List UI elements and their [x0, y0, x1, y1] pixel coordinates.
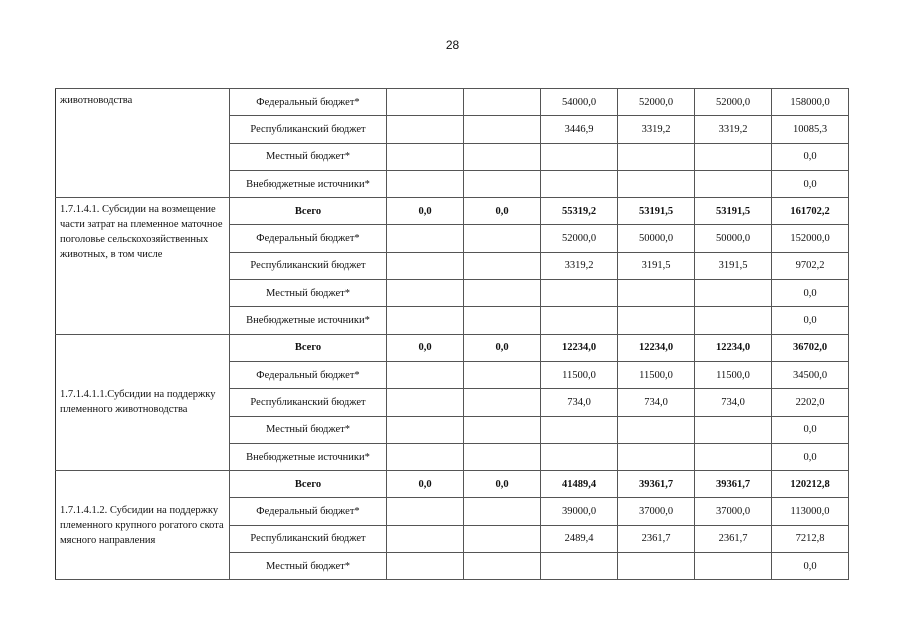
funding-source: Внебюджетные источники* [230, 443, 387, 470]
value-cell [541, 553, 618, 580]
funding-source: Республиканский бюджет [230, 116, 387, 143]
value-cell: 0,0 [387, 334, 464, 361]
funding-source: Местный бюджет* [230, 143, 387, 170]
value-cell [387, 252, 464, 279]
value-cell [387, 498, 464, 525]
value-cell: 55319,2 [541, 198, 618, 225]
value-cell: 53191,5 [618, 198, 695, 225]
funding-source: Всего [230, 471, 387, 498]
value-cell: 0,0 [464, 334, 541, 361]
table-row [56, 471, 849, 498]
value-cell: 3191,5 [618, 252, 695, 279]
value-cell [387, 307, 464, 334]
funding-source: Федеральный бюджет* [230, 225, 387, 252]
table-row [56, 89, 849, 116]
funding-source: Внебюджетные источники* [230, 307, 387, 334]
funding-source: Местный бюджет* [230, 416, 387, 443]
value-cell [387, 280, 464, 307]
total-cell: 158000,0 [772, 89, 849, 116]
value-cell: 11500,0 [695, 361, 772, 388]
value-cell: 39361,7 [695, 471, 772, 498]
value-cell: 12234,0 [618, 334, 695, 361]
value-cell [695, 170, 772, 197]
value-cell: 50000,0 [695, 225, 772, 252]
value-cell [464, 280, 541, 307]
value-cell: 54000,0 [541, 89, 618, 116]
value-cell: 0,0 [464, 471, 541, 498]
value-cell [464, 116, 541, 143]
value-cell: 39000,0 [541, 498, 618, 525]
value-cell: 2489,4 [541, 525, 618, 552]
value-cell [464, 225, 541, 252]
value-cell [464, 389, 541, 416]
budget-table [55, 88, 849, 580]
row-group-title: 1.7.1.4.1.1.Субсидии на поддержку племенного животноводства [56, 334, 230, 470]
value-cell [464, 307, 541, 334]
total-cell: 7212,8 [772, 525, 849, 552]
value-cell [618, 553, 695, 580]
funding-source: Федеральный бюджет* [230, 498, 387, 525]
funding-source: Республиканский бюджет [230, 525, 387, 552]
value-cell: 11500,0 [541, 361, 618, 388]
value-cell [464, 498, 541, 525]
value-cell [387, 143, 464, 170]
value-cell [464, 361, 541, 388]
value-cell [618, 416, 695, 443]
value-cell [618, 143, 695, 170]
value-cell: 734,0 [541, 389, 618, 416]
value-cell [541, 143, 618, 170]
total-cell: 0,0 [772, 280, 849, 307]
value-cell: 3191,5 [695, 252, 772, 279]
value-cell [464, 416, 541, 443]
row-group-title: 1.7.1.4.1.2. Субсидии на поддержку племенного крупного рогатого скота мясного направления [56, 471, 230, 580]
value-cell: 50000,0 [618, 225, 695, 252]
value-cell: 52000,0 [695, 89, 772, 116]
value-cell: 0,0 [387, 198, 464, 225]
funding-source: Внебюджетные источники* [230, 170, 387, 197]
total-cell: 34500,0 [772, 361, 849, 388]
funding-source: Всего [230, 334, 387, 361]
value-cell [464, 89, 541, 116]
value-cell [618, 307, 695, 334]
value-cell [541, 170, 618, 197]
value-cell: 3446,9 [541, 116, 618, 143]
value-cell: 11500,0 [618, 361, 695, 388]
funding-source: Всего [230, 198, 387, 225]
value-cell: 53191,5 [695, 198, 772, 225]
total-cell: 36702,0 [772, 334, 849, 361]
value-cell: 52000,0 [618, 89, 695, 116]
value-cell [695, 443, 772, 470]
value-cell [387, 553, 464, 580]
value-cell [695, 143, 772, 170]
value-cell: 2361,7 [695, 525, 772, 552]
table-row [56, 334, 849, 361]
value-cell [387, 525, 464, 552]
value-cell: 37000,0 [618, 498, 695, 525]
value-cell [387, 361, 464, 388]
table-row [56, 198, 849, 225]
value-cell [541, 307, 618, 334]
funding-source: Местный бюджет* [230, 553, 387, 580]
value-cell: 37000,0 [695, 498, 772, 525]
value-cell: 52000,0 [541, 225, 618, 252]
row-group-title: животноводства [56, 89, 230, 198]
value-cell: 12234,0 [695, 334, 772, 361]
total-cell: 0,0 [772, 553, 849, 580]
total-cell: 0,0 [772, 416, 849, 443]
value-cell [695, 280, 772, 307]
total-cell: 0,0 [772, 443, 849, 470]
value-cell [387, 170, 464, 197]
value-cell [618, 170, 695, 197]
value-cell: 0,0 [387, 471, 464, 498]
funding-source: Федеральный бюджет* [230, 89, 387, 116]
value-cell: 0,0 [464, 198, 541, 225]
value-cell [464, 143, 541, 170]
funding-source: Республиканский бюджет [230, 252, 387, 279]
value-cell: 2361,7 [618, 525, 695, 552]
total-cell: 113000,0 [772, 498, 849, 525]
value-cell: 734,0 [618, 389, 695, 416]
value-cell [541, 416, 618, 443]
total-cell: 9702,2 [772, 252, 849, 279]
value-cell [387, 389, 464, 416]
value-cell: 3319,2 [541, 252, 618, 279]
value-cell [387, 225, 464, 252]
total-cell: 0,0 [772, 307, 849, 334]
value-cell: 734,0 [695, 389, 772, 416]
value-cell [464, 443, 541, 470]
value-cell [464, 252, 541, 279]
value-cell [695, 553, 772, 580]
total-cell: 0,0 [772, 143, 849, 170]
funding-source: Местный бюджет* [230, 280, 387, 307]
value-cell [618, 443, 695, 470]
funding-source: Федеральный бюджет* [230, 361, 387, 388]
value-cell [618, 280, 695, 307]
value-cell [387, 116, 464, 143]
page-number: 28 [445, 38, 460, 52]
value-cell [695, 307, 772, 334]
value-cell: 41489,4 [541, 471, 618, 498]
value-cell [541, 443, 618, 470]
value-cell: 12234,0 [541, 334, 618, 361]
value-cell [387, 89, 464, 116]
total-cell: 0,0 [772, 170, 849, 197]
value-cell [464, 525, 541, 552]
total-cell: 120212,8 [772, 471, 849, 498]
funding-source: Республиканский бюджет [230, 389, 387, 416]
value-cell [387, 416, 464, 443]
value-cell: 3319,2 [695, 116, 772, 143]
total-cell: 152000,0 [772, 225, 849, 252]
value-cell [387, 443, 464, 470]
total-cell: 10085,3 [772, 116, 849, 143]
value-cell [464, 170, 541, 197]
total-cell: 2202,0 [772, 389, 849, 416]
value-cell [695, 416, 772, 443]
value-cell: 3319,2 [618, 116, 695, 143]
value-cell [464, 553, 541, 580]
value-cell: 39361,7 [618, 471, 695, 498]
value-cell [541, 280, 618, 307]
row-group-title: 1.7.1.4.1. Субсидии на возмещение части затрат на племенное маточное поголовье сельскохозяйственных животных, в том числе [56, 198, 230, 334]
total-cell: 161702,2 [772, 198, 849, 225]
